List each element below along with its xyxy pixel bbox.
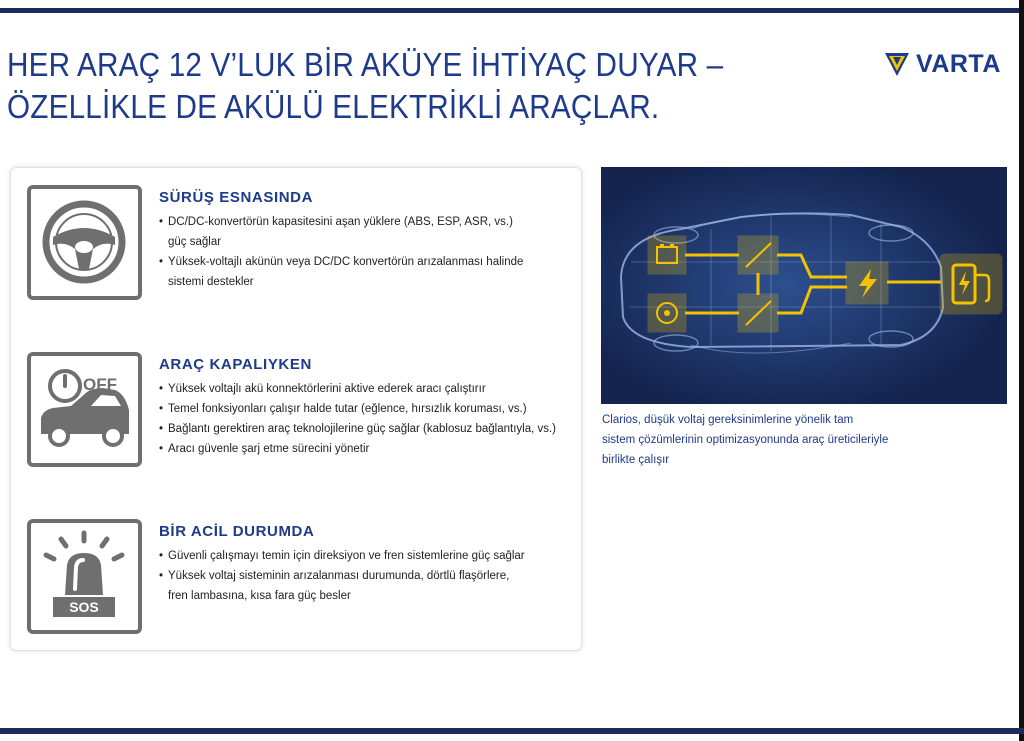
list-item-continuation: fren lambasına, kısa fara güç besler: [168, 590, 351, 602]
tire-pressure-icon: [649, 295, 685, 331]
bottom-bar: [0, 728, 1024, 734]
sos-label: SOS: [69, 599, 99, 615]
car-wireframe-illustration: [601, 167, 1007, 404]
caption-line-1: Clarios, düşük voltaj gereksinimlerine yönelik tam: [602, 414, 854, 426]
varta-logo: [884, 49, 1001, 79]
features-panel: [10, 167, 582, 651]
section-title: ARAÇ KAPALIYKEN: [159, 356, 312, 373]
caption-line-3: birlikte çalışır: [602, 454, 670, 466]
list-item: • Yüksek-voltajlı akünün veya DC/DC konvertörün arızalanması halinde: [159, 252, 579, 272]
section-vehicle-off: [27, 352, 567, 467]
list-item-continuation: sistemi destekler: [168, 276, 254, 288]
right-edge-bar: [1019, 0, 1024, 741]
section-list: [159, 212, 579, 292]
brand-name: VARTA: [916, 49, 1001, 78]
section-list: [159, 379, 579, 459]
section-title: SÜRÜŞ ESNASINDA: [159, 189, 314, 206]
page-title: [7, 44, 724, 128]
list-item: • Güvenli çalışmayı temin için direksiyon ve fren sistemlerine güç sağlar: [159, 546, 579, 566]
list-item: • DC/DC-konvertörün kapasitesini aşan yüklere (ABS, ESP, ASR, vs.): [159, 212, 579, 232]
charging-station-icon: [941, 255, 1001, 313]
image-caption: [602, 410, 1012, 470]
list-item: • Yüksek voltajlı akü konnektörlerini aktive ederek aracı çalıştırır: [159, 379, 579, 399]
battery-icon: [649, 237, 685, 273]
converter-icon: [739, 237, 777, 273]
section-text: [159, 356, 579, 459]
list-item: • Bağlantı gerektiren araç teknolojilerine güç sağlar (kablosuz bağlantıyla, vs.): [159, 419, 579, 439]
emergency-light-icon: [31, 523, 138, 630]
page-title-line-2: ÖZELLİKLE DE AKÜLÜ ELEKTRİKLİ ARAÇLAR.: [7, 88, 660, 125]
section-text: [159, 189, 579, 292]
car-system-diagram-image: [601, 167, 1007, 404]
icon-frame: [27, 519, 142, 634]
section-title: BİR ACİL DURUMDA: [159, 523, 315, 540]
list-item-continuation: güç sağlar: [168, 236, 222, 248]
car-off-icon: [31, 356, 138, 463]
converter-icon: [739, 295, 777, 331]
section-emergency: [27, 519, 567, 634]
page-title-line-1: HER ARAÇ 12 V’LUK BİR AKÜYE İHTİYAÇ DUYAR –: [7, 46, 724, 83]
off-label: OFF: [83, 375, 117, 394]
icon-frame: [27, 185, 142, 300]
section-text: [159, 523, 579, 606]
lightning-icon: [847, 263, 887, 303]
top-bar: [0, 8, 1024, 13]
section-while-driving: [27, 185, 567, 300]
list-item: • Aracı güvenle şarj etme sürecini yönetir: [159, 439, 579, 459]
varta-shield-icon: [884, 51, 910, 77]
steering-wheel-icon: [31, 189, 138, 296]
list-item: • Yüksek voltaj sisteminin arızalanması durumunda, dörtlü flaşörlere,: [159, 566, 579, 586]
icon-frame: [27, 352, 142, 467]
section-list: [159, 546, 579, 606]
list-item: • Temel fonksiyonları çalışır halde tutar (eğlence, hırsızlık koruması, vs.): [159, 399, 579, 419]
caption-line-2: sistem çözümlerinin optimizasyonunda araç üreticileriyle: [602, 434, 889, 446]
